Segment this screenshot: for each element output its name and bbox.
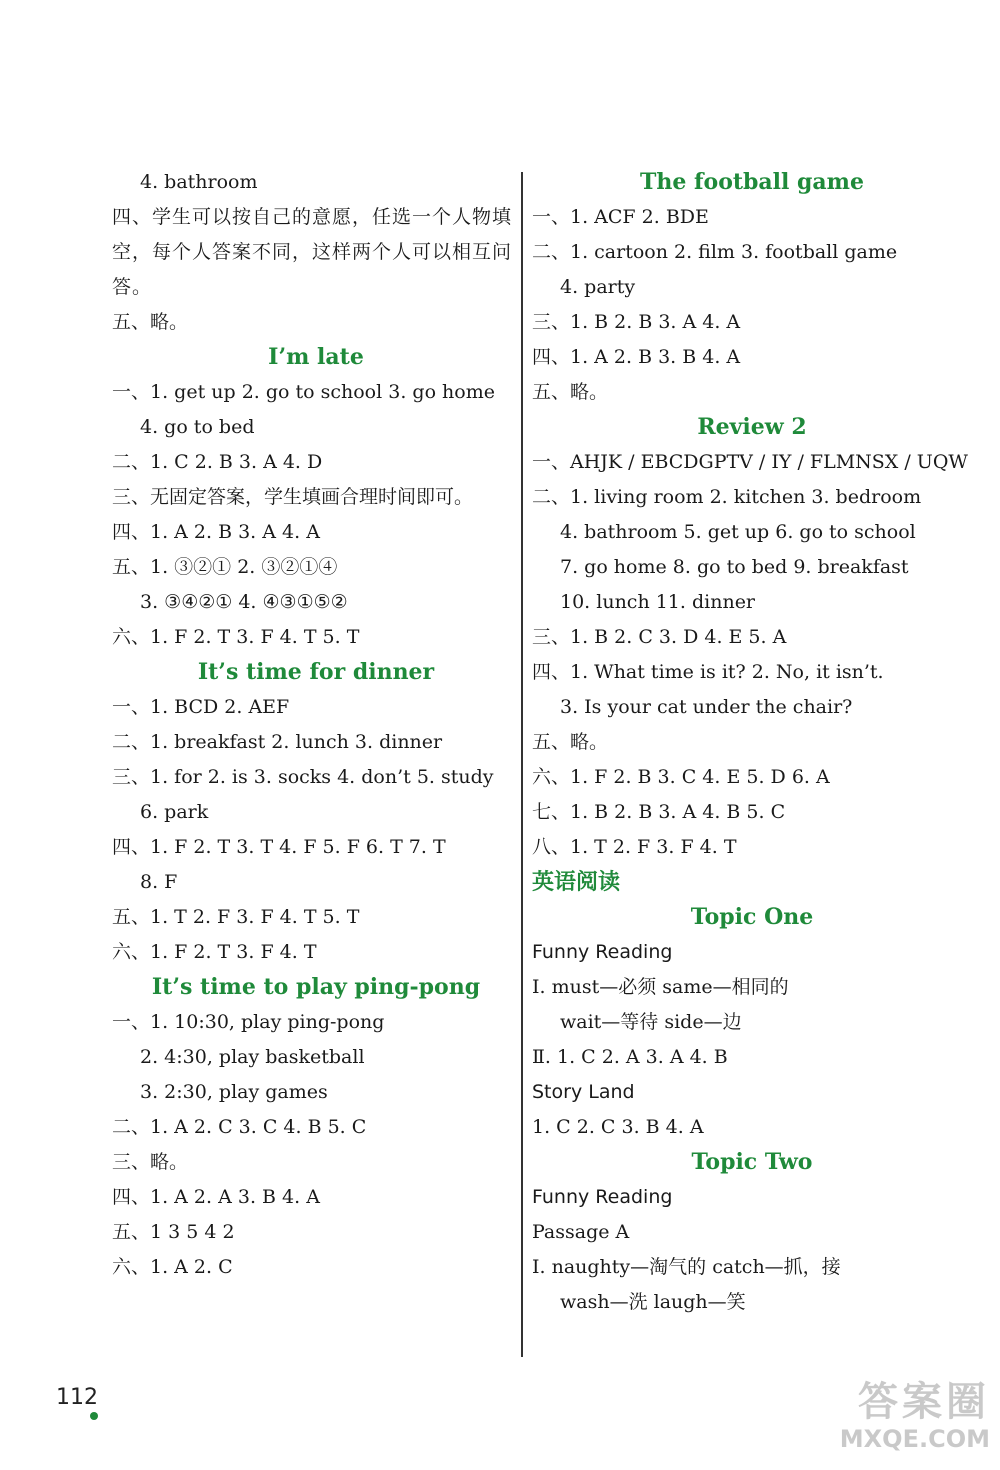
page-number-dot	[90, 1412, 98, 1420]
section-heading: I’m late	[268, 344, 364, 370]
answer-line: 3. 2:30, play games	[140, 1081, 328, 1103]
answer-line: 三、1. B 2. C 3. D 4. E 5. A	[532, 626, 787, 648]
answer-line: 一、1. ACF 2. BDE	[532, 206, 709, 228]
page-number: 112	[56, 1385, 98, 1410]
answer-line: wait—等待 side—边	[560, 1011, 742, 1033]
watermark	[760, 1380, 990, 1465]
answer-line: Ⅰ. must—必须 same—相同的	[532, 976, 789, 998]
answer-line: 三、1. for 2. is 3. socks 4. don’t 5. study	[112, 766, 494, 788]
answer-line: 六、1. F 2. T 3. F 4. T	[112, 941, 317, 963]
answer-line: 4. go to bed	[140, 416, 255, 438]
answer-line: 四、1. A 2. B 3. A 4. A	[112, 521, 320, 543]
answer-line: 6. park	[140, 801, 209, 823]
answer-line: 一、AHJK / EBCDGPTV / IY / FLMNSX / UQW	[532, 451, 968, 473]
answer-line: 八、1. T 2. F 3. F 4. T	[532, 836, 737, 858]
answer-line: 一、1. get up 2. go to school 3. go home	[112, 381, 495, 403]
section-heading: Topic One	[690, 904, 814, 930]
answer-line: 4. party	[560, 276, 636, 298]
answer-line: 三、略。	[112, 1151, 189, 1173]
answer-line: 六、1. A 2. C	[112, 1256, 233, 1278]
section-heading: It’s time to play ping-pong	[151, 974, 481, 1000]
section-title: 英语阅读	[532, 869, 621, 895]
answer-line: 10. lunch 11. dinner	[560, 591, 756, 613]
answer-line: 六、1. F 2. B 3. C 4. E 5. D 6. A	[532, 766, 830, 788]
subsection-label: Story Land	[532, 1081, 635, 1103]
answer-line: 二、1. cartoon 2. film 3. football game	[532, 241, 898, 263]
answer-line: 4. bathroom 5. get up 6. go to school	[560, 521, 916, 543]
answer-line: 五、1. T 2. F 3. F 4. T 5. T	[112, 906, 360, 928]
answer-line: 四、1. F 2. T 3. T 4. F 5. F 6. T 7. T	[112, 836, 446, 858]
answer-line: 4. bathroom	[140, 171, 258, 193]
column-divider	[521, 172, 523, 1357]
answer-line: 五、略。	[532, 731, 609, 753]
answer-line: 四、1. What time is it? 2. No, it isn’t.	[532, 661, 884, 683]
subsection-label: Funny Reading	[532, 1186, 673, 1208]
left-column	[112, 165, 520, 1285]
answer-line: 8. F	[140, 871, 178, 893]
answer-line: Passage A	[532, 1221, 630, 1243]
answer-line: wash—洗 laugh—笑	[560, 1291, 746, 1313]
watermark-url: MXQE.COM	[839, 1425, 990, 1453]
answer-line: Ⅰ. naughty—淘气的 catch—抓，接	[532, 1256, 841, 1278]
answer-line: 五、略。	[532, 381, 609, 403]
answer-line: 3. Is your cat under the chair?	[560, 696, 853, 718]
answer-line: 二、1. A 2. C 3. C 4. B 5. C	[112, 1116, 367, 1138]
answer-line: 二、1. breakfast 2. lunch 3. dinner	[112, 731, 443, 753]
watermark-logo: 答案圈	[858, 1379, 990, 1425]
section-heading: It’s time for dinner	[197, 659, 435, 685]
subsection-label: Funny Reading	[532, 941, 673, 963]
answer-line: 二、1. C 2. B 3. A 4. D	[112, 451, 323, 473]
answer-line: 四、1. A 2. B 3. B 4. A	[532, 346, 741, 368]
answer-line: 三、无固定答案，学生填画合理时间即可。	[112, 486, 474, 508]
answer-line: 六、1. F 2. T 3. F 4. T 5. T	[112, 626, 360, 648]
answer-line: 四、1. A 2. A 3. B 4. A	[112, 1186, 320, 1208]
section-heading: Topic Two	[691, 1149, 813, 1175]
answer-line: 3. ③④②① 4. ④③①⑤②	[140, 591, 348, 613]
answer-line: 二、1. living room 2. kitchen 3. bedroom	[532, 486, 922, 508]
right-column	[532, 165, 972, 1320]
answer-line: 1. C 2. C 3. B 4. A	[532, 1116, 704, 1138]
section-heading: The football game	[640, 169, 864, 195]
answer-line: 三、1. B 2. B 3. A 4. A	[532, 311, 741, 333]
answer-line: 7. go home 8. go to bed 9. breakfast	[560, 556, 909, 578]
instruction-paragraph: 四、学生可以按自己的意愿，任选一个人物填空，每个人答案不同，这样两个人可以相互问答。	[112, 206, 513, 298]
answer-line: 一、1. BCD 2. AEF	[112, 696, 290, 718]
answer-line: 五、略。	[112, 311, 189, 333]
answer-line: 五、1 3 5 4 2	[112, 1221, 235, 1243]
answer-line: 五、1. ③②① 2. ③②①④	[112, 556, 338, 578]
section-heading: Review 2	[697, 414, 807, 440]
answer-line: 2. 4:30, play basketball	[140, 1046, 365, 1068]
answer-line: Ⅱ. 1. C 2. A 3. A 4. B	[532, 1046, 728, 1068]
answer-line: 七、1. B 2. B 3. A 4. B 5. C	[532, 801, 786, 823]
answer-line: 一、1. 10:30, play ping-pong	[112, 1011, 385, 1033]
